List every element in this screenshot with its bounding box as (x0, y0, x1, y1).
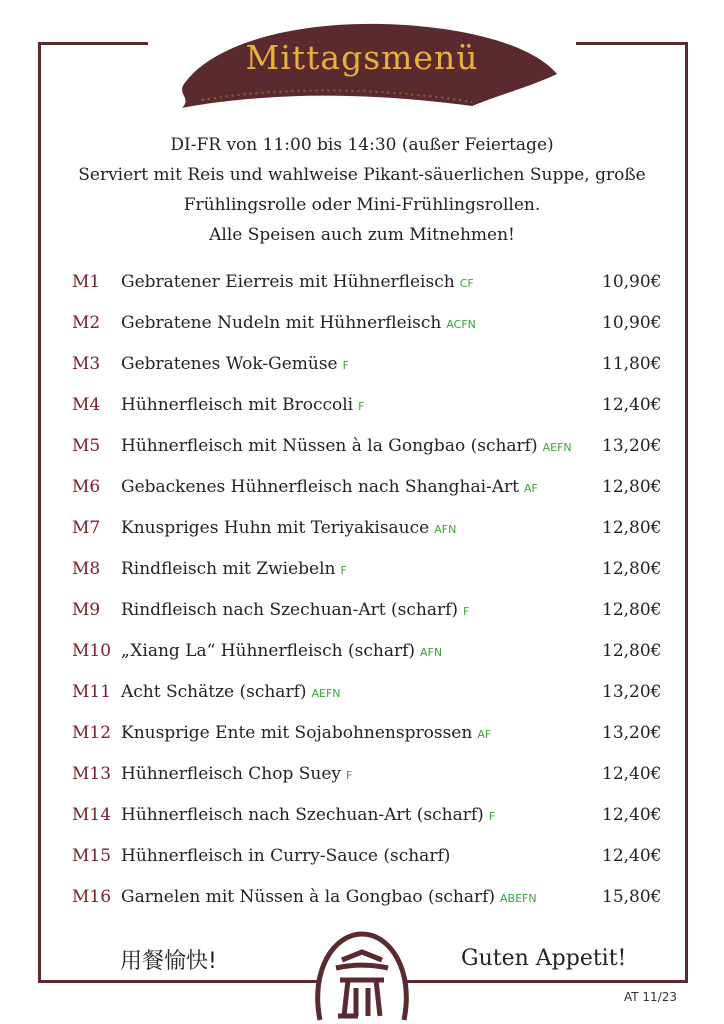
item-price: 12,80€ (602, 477, 662, 497)
menu-item (0, 887, 724, 917)
item-name-text: Gebratener Eierreis mit Hühnerfleisch (121, 272, 455, 292)
item-allergens: F (342, 359, 349, 372)
item-allergens: ACFN (446, 318, 476, 331)
item-name (121, 846, 455, 866)
item-name-text: „Xiang La“ Hühnerfleisch (scharf) (121, 641, 416, 661)
item-code: M14 (72, 805, 112, 825)
item-price: 12,80€ (602, 600, 662, 620)
menu-item (0, 354, 724, 384)
item-code: M16 (72, 887, 112, 907)
menu-item (0, 641, 724, 671)
item-name (121, 395, 364, 415)
menu-item (0, 559, 724, 589)
footer-german-greeting: Guten Appetit! (461, 946, 627, 971)
item-name-text: Garnelen mit Nüssen à la Gongbao (scharf) (121, 887, 496, 907)
item-price: 12,80€ (602, 518, 662, 538)
item-code: M13 (72, 764, 112, 784)
intro-text (0, 130, 724, 250)
item-name-text: Rindfleisch nach Szechuan-Art (scharf) (121, 600, 459, 620)
item-code: M3 (72, 354, 101, 374)
item-name (121, 887, 537, 907)
item-name (121, 354, 349, 374)
item-name (121, 600, 469, 620)
item-code: M2 (72, 313, 101, 333)
item-name (121, 436, 572, 456)
item-code: M4 (72, 395, 101, 415)
item-price: 12,40€ (602, 805, 662, 825)
item-name-text: Hühnerfleisch nach Szechuan-Art (scharf) (121, 805, 484, 825)
intro-hours: DI-FR von 11:00 bis 14:30 (außer Feiertage) (170, 135, 554, 155)
menu-item (0, 600, 724, 630)
menu-item (0, 313, 724, 343)
item-code: M7 (72, 518, 101, 538)
item-name-text: Gebratene Nudeln mit Hühnerfleisch (121, 313, 442, 333)
item-allergens: F (463, 605, 470, 618)
item-code: M12 (72, 723, 112, 743)
item-allergens: CF (459, 277, 474, 290)
item-name (121, 641, 442, 661)
menu-item (0, 764, 724, 794)
footer-chinese-greeting: 用餐愉快! (120, 949, 217, 974)
item-code: M8 (72, 559, 101, 579)
item-allergens: AF (477, 728, 492, 741)
item-name-text: Hühnerfleisch mit Nüssen à la Gongbao (scharf) (121, 436, 538, 456)
menu-item (0, 846, 724, 876)
footer-version-code: AT 11/23 (624, 990, 678, 1004)
item-price: 11,80€ (602, 354, 662, 374)
item-name (121, 559, 347, 579)
item-code: M6 (72, 477, 101, 497)
item-name-text: Knusprige Ente mit Sojabohnensprossen (121, 723, 473, 743)
intro-takeaway: Alle Speisen auch zum Mitnehmen! (209, 225, 515, 245)
item-allergens: F (488, 810, 496, 823)
item-code: M15 (72, 846, 112, 866)
item-allergens: AFN (434, 523, 457, 536)
item-price: 15,80€ (602, 887, 662, 907)
item-allergens: AEFN (311, 687, 341, 700)
item-allergens: AFN (420, 646, 443, 659)
item-name-text: Hühnerfleisch in Curry-Sauce (scharf) (121, 846, 451, 866)
intro-served-with: Serviert mit Reis und wahlweise Pikant-säuerlichen Suppe, große (78, 165, 646, 185)
item-price: 10,90€ (602, 313, 662, 333)
item-code: M10 (72, 641, 112, 661)
item-name (121, 805, 495, 825)
item-price: 13,20€ (602, 436, 662, 456)
item-name-text: Hühnerfleisch Chop Suey (121, 764, 342, 784)
item-allergens: F (358, 400, 365, 413)
item-price: 12,40€ (602, 846, 662, 866)
item-code: M5 (72, 436, 101, 456)
intro-spring-rolls: Frühlingsrolle oder Mini-Frühlingsrollen. (183, 195, 541, 215)
menu-item (0, 436, 724, 466)
menu-item (0, 272, 724, 302)
item-code: M9 (72, 600, 101, 620)
item-name-text: Acht Schätze (scharf) (121, 682, 307, 702)
item-price: 13,20€ (602, 723, 662, 743)
item-name-text: Gebackenes Hühnerfleisch nach Shanghai-Art (121, 477, 519, 497)
item-price: 10,90€ (602, 272, 662, 292)
menu-title: Mittagsmenü (245, 38, 479, 77)
item-name (121, 477, 538, 497)
item-allergens: AEFN (542, 441, 572, 454)
item-price: 12,40€ (602, 395, 662, 415)
menu-item (0, 723, 724, 753)
menu-item (0, 805, 724, 835)
menu-item (0, 477, 724, 507)
item-code: M11 (72, 682, 112, 702)
item-name (121, 682, 341, 702)
item-name (121, 272, 474, 292)
item-price: 12,80€ (602, 559, 662, 579)
item-name-text: Gebratenes Wok-Gemüse (121, 354, 338, 374)
item-name-text: Rindfleisch mit Zwiebeln (121, 559, 336, 579)
item-allergens: F (340, 564, 347, 577)
item-name (121, 313, 476, 333)
item-allergens: F (346, 769, 353, 782)
item-name (121, 764, 352, 784)
item-name-text: Knuspriges Huhn mit Teriyakisauce (121, 518, 430, 538)
restaurant-logo-icon (314, 930, 410, 1022)
menu-item (0, 395, 724, 425)
item-name (121, 518, 456, 538)
item-allergens: ABEFN (500, 892, 537, 905)
item-code: M1 (72, 272, 101, 292)
item-price: 13,20€ (602, 682, 662, 702)
item-price: 12,40€ (602, 764, 662, 784)
item-allergens: AF (524, 482, 538, 495)
menu-item (0, 518, 724, 548)
item-price: 12,80€ (602, 641, 662, 661)
item-name-text: Hühnerfleisch mit Broccoli (121, 395, 354, 415)
menu-item (0, 682, 724, 712)
item-name (121, 723, 491, 743)
